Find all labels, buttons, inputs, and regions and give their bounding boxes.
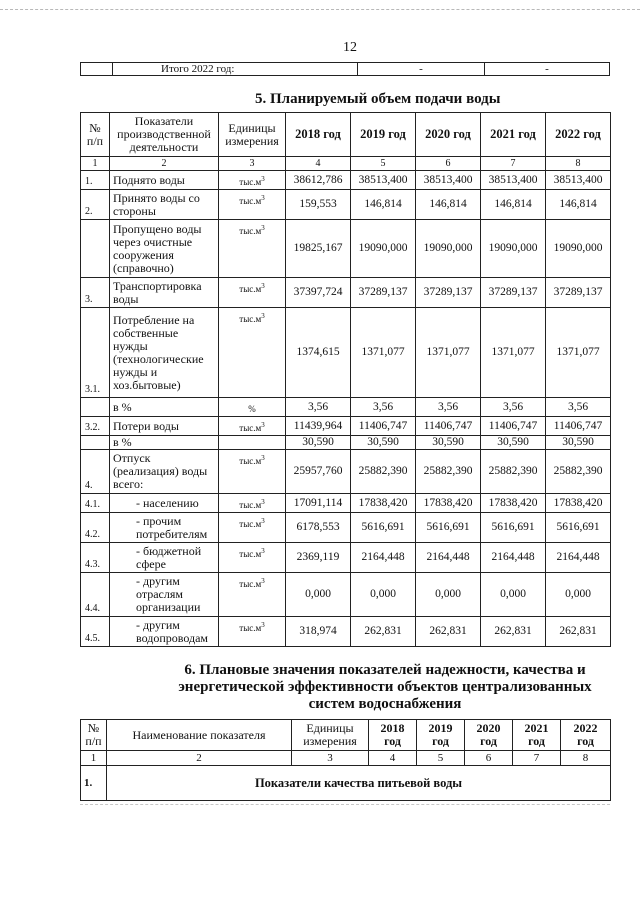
row-value: 37289,137	[546, 278, 611, 308]
volume-table-body	[81, 171, 611, 647]
header-num: № п/п	[81, 720, 107, 751]
table-row	[81, 436, 611, 450]
row-value: 1371,077	[481, 308, 546, 398]
table-row	[81, 398, 611, 417]
column-number: 1	[81, 157, 110, 171]
total-row-value: -	[485, 63, 610, 76]
row-number: 4.2.	[81, 513, 110, 543]
row-value: 25882,390	[351, 450, 416, 494]
row-name: в %	[110, 436, 219, 450]
row-value: 0,000	[351, 573, 416, 617]
page-number: 12	[343, 40, 357, 55]
column-number: 6	[416, 157, 481, 171]
row-name: Поднято воды	[110, 171, 219, 190]
column-number: 7	[481, 157, 546, 171]
row-name: Принято воды со стороны	[110, 190, 219, 220]
row-value: 3,56	[546, 398, 611, 417]
table-row	[81, 63, 610, 76]
water-supply-volume-table	[80, 112, 611, 647]
column-number-row	[81, 157, 611, 171]
row-value: 1371,077	[416, 308, 481, 398]
row-value: 262,831	[546, 617, 611, 647]
row-unit	[219, 617, 286, 647]
row-number: 3.2.	[81, 417, 110, 436]
row-value: 6178,553	[286, 513, 351, 543]
row-value: 3,56	[416, 398, 481, 417]
bottom-scan-rule	[80, 804, 610, 805]
row-value: 11406,747	[351, 417, 416, 436]
unit-text: тыс.м	[239, 500, 262, 510]
row-value: 11406,747	[481, 417, 546, 436]
table-row	[81, 220, 611, 278]
row-unit	[219, 171, 286, 190]
row-name: - прочим потребителям	[110, 513, 219, 543]
column-number: 7	[513, 751, 561, 766]
unit-text: тыс.м	[239, 456, 262, 466]
column-number: 2	[110, 157, 219, 171]
header-year: 2021 год	[481, 113, 546, 157]
row-value: 17838,420	[351, 494, 416, 513]
row-number: 4.5.	[81, 617, 110, 647]
row-unit	[219, 494, 286, 513]
row-value: 37289,137	[481, 278, 546, 308]
subsection-number: 1.	[81, 766, 107, 801]
unit-superscript: 3	[261, 621, 265, 629]
header-year: 2021 год	[513, 720, 561, 751]
row-value: 146,814	[481, 190, 546, 220]
row-value: 19090,000	[546, 220, 611, 278]
row-value: 19090,000	[351, 220, 416, 278]
row-unit	[219, 278, 286, 308]
row-value: 37289,137	[351, 278, 416, 308]
unit-superscript: 3	[261, 577, 265, 585]
row-value: 2369,119	[286, 543, 351, 573]
unit-text: тыс.м	[239, 196, 262, 206]
row-value: 38612,786	[286, 171, 351, 190]
row-unit	[219, 417, 286, 436]
header-name: Показатели производственной деятельности	[110, 113, 219, 157]
row-number: 2.	[81, 190, 110, 220]
column-number: 3	[292, 751, 369, 766]
unit-text: тыс.м	[239, 226, 262, 236]
row-name: - другим водопроводам	[110, 617, 219, 647]
row-value: 30,590	[546, 436, 611, 450]
row-value: 30,590	[286, 436, 351, 450]
row-value: 11406,747	[546, 417, 611, 436]
row-value: 5616,691	[416, 513, 481, 543]
unit-text: тыс.м	[239, 284, 262, 294]
row-unit	[219, 398, 286, 417]
row-unit	[219, 513, 286, 543]
row-value: 17091,114	[286, 494, 351, 513]
unit-superscript: 3	[261, 454, 265, 462]
unit-text: тыс.м	[239, 549, 262, 559]
unit-superscript: 3	[261, 224, 265, 232]
row-name: Потребление на собственные нужды (технологические нужды и хоз.бытовые)	[110, 308, 219, 398]
section-6-title-line: 6. Плановые значения показателей надежности, качества и	[184, 662, 586, 678]
header-row	[81, 113, 611, 157]
row-value: 318,974	[286, 617, 351, 647]
header-year: 2020 год	[416, 113, 481, 157]
table-row	[81, 766, 611, 801]
unit-text: тыс.м	[239, 519, 262, 529]
table-row	[81, 513, 611, 543]
header-year: 2018 год	[286, 113, 351, 157]
row-number: 3.1.	[81, 308, 110, 398]
row-number: 3.	[81, 278, 110, 308]
row-value: 1374,615	[286, 308, 351, 398]
row-value: 17838,420	[546, 494, 611, 513]
row-name: Пропущено воды через очистные сооружения (справочно)	[110, 220, 219, 278]
row-value: 0,000	[546, 573, 611, 617]
row-value: 19825,167	[286, 220, 351, 278]
row-value: 38513,400	[481, 171, 546, 190]
row-value: 146,814	[546, 190, 611, 220]
row-value: 0,000	[416, 573, 481, 617]
unit-superscript: 3	[261, 282, 265, 290]
row-value: 2164,448	[481, 543, 546, 573]
row-value: 262,831	[351, 617, 416, 647]
row-unit	[219, 190, 286, 220]
row-name: Потери воды	[110, 417, 219, 436]
column-number: 4	[369, 751, 417, 766]
row-value: 17838,420	[416, 494, 481, 513]
row-unit	[219, 543, 286, 573]
row-name: в %	[110, 398, 219, 417]
row-value: 3,56	[481, 398, 546, 417]
header-year: 2022 год	[561, 720, 611, 751]
table-row	[81, 617, 611, 647]
column-number: 5	[351, 157, 416, 171]
row-value: 3,56	[286, 398, 351, 417]
table-row	[81, 171, 611, 190]
row-value: 3,56	[351, 398, 416, 417]
row-value: 262,831	[416, 617, 481, 647]
row-value: 30,590	[481, 436, 546, 450]
row-value: 1371,077	[546, 308, 611, 398]
table-row	[81, 190, 611, 220]
unit-text: %	[248, 404, 256, 414]
table-row	[81, 543, 611, 573]
row-number: 4.3.	[81, 543, 110, 573]
header-unit: Единицы измерения	[219, 113, 286, 157]
row-value: 30,590	[351, 436, 416, 450]
row-value: 2164,448	[351, 543, 416, 573]
unit-superscript: 3	[261, 312, 265, 320]
row-number	[81, 436, 110, 450]
column-number: 1	[81, 751, 107, 766]
row-value: 0,000	[481, 573, 546, 617]
unit-superscript: 3	[261, 175, 265, 183]
table-row	[81, 494, 611, 513]
unit-superscript: 3	[261, 517, 265, 525]
row-value: 2164,448	[546, 543, 611, 573]
table-row	[81, 417, 611, 436]
section-5-title: 5. Планируемый объем подачи воды	[255, 91, 501, 107]
row-number	[81, 220, 110, 278]
row-value: 38513,400	[546, 171, 611, 190]
column-number: 8	[546, 157, 611, 171]
row-unit	[219, 573, 286, 617]
section-6-title-line: энергетической эффективности объектов централизованных	[178, 679, 592, 695]
row-value: 11439,964	[286, 417, 351, 436]
row-value: 5616,691	[546, 513, 611, 543]
row-value: 5616,691	[481, 513, 546, 543]
row-value: 17838,420	[481, 494, 546, 513]
row-value: 25957,760	[286, 450, 351, 494]
header-year: 2022 год	[546, 113, 611, 157]
column-number: 4	[286, 157, 351, 171]
row-value: 159,553	[286, 190, 351, 220]
row-value: 19090,000	[481, 220, 546, 278]
row-number: 4.1.	[81, 494, 110, 513]
row-value: 1371,077	[351, 308, 416, 398]
row-number	[81, 398, 110, 417]
row-number: 4.	[81, 450, 110, 494]
header-year: 2019 год	[351, 113, 416, 157]
row-value: 25882,390	[546, 450, 611, 494]
top-scan-rule	[0, 9, 640, 10]
header-row	[81, 720, 611, 751]
column-number-row	[81, 751, 611, 766]
column-number: 2	[107, 751, 292, 766]
row-value: 0,000	[286, 573, 351, 617]
unit-text: тыс.м	[239, 579, 262, 589]
total-row-table	[80, 62, 610, 76]
row-value: 38513,400	[351, 171, 416, 190]
header-name: Наименование показателя	[107, 720, 292, 751]
total-row-value: -	[358, 63, 485, 76]
row-value: 5616,691	[351, 513, 416, 543]
column-number: 6	[465, 751, 513, 766]
column-number: 3	[219, 157, 286, 171]
row-name: - бюджетной сфере	[110, 543, 219, 573]
unit-text: тыс.м	[239, 177, 262, 187]
header-unit: Единицы измерения	[292, 720, 369, 751]
table-row	[81, 278, 611, 308]
row-value: 262,831	[481, 617, 546, 647]
row-value: 11406,747	[416, 417, 481, 436]
header-year: 2020 год	[465, 720, 513, 751]
reliability-indicators-table	[80, 719, 611, 801]
row-value: 19090,000	[416, 220, 481, 278]
row-value: 37397,724	[286, 278, 351, 308]
unit-text: тыс.м	[239, 314, 262, 324]
row-value: 2164,448	[416, 543, 481, 573]
unit-text: тыс.м	[239, 423, 262, 433]
total-row-empty-cell	[81, 63, 113, 76]
section-6-title	[150, 662, 620, 713]
table-row	[81, 308, 611, 398]
row-unit	[219, 308, 286, 398]
unit-superscript: 3	[261, 421, 265, 429]
section-6-title-line: систем водоснабжения	[308, 696, 462, 712]
subsection-title: Показатели качества питьевой воды	[107, 766, 611, 801]
table-row	[81, 450, 611, 494]
row-name: - другим отраслям организации	[110, 573, 219, 617]
row-name: Отпуск (реализация) воды всего:	[110, 450, 219, 494]
row-unit	[219, 436, 286, 450]
table-row	[81, 573, 611, 617]
row-number: 1.	[81, 171, 110, 190]
row-name: - населению	[110, 494, 219, 513]
row-value: 146,814	[416, 190, 481, 220]
header-year: 2019 год	[417, 720, 465, 751]
row-value: 30,590	[416, 436, 481, 450]
row-unit	[219, 220, 286, 278]
row-name: Транспортировка воды	[110, 278, 219, 308]
unit-superscript: 3	[261, 194, 265, 202]
row-value: 37289,137	[416, 278, 481, 308]
unit-text: тыс.м	[239, 623, 262, 633]
total-row-label: Итого 2022 год:	[113, 63, 358, 76]
column-number: 5	[417, 751, 465, 766]
unit-superscript: 3	[261, 547, 265, 555]
row-value: 25882,390	[416, 450, 481, 494]
row-value: 25882,390	[481, 450, 546, 494]
row-value: 146,814	[351, 190, 416, 220]
row-value: 38513,400	[416, 171, 481, 190]
column-number: 8	[561, 751, 611, 766]
row-unit	[219, 450, 286, 494]
header-year: 2018 год	[369, 720, 417, 751]
unit-superscript: 3	[261, 498, 265, 506]
row-number: 4.4.	[81, 573, 110, 617]
header-num: № п/п	[81, 113, 110, 157]
